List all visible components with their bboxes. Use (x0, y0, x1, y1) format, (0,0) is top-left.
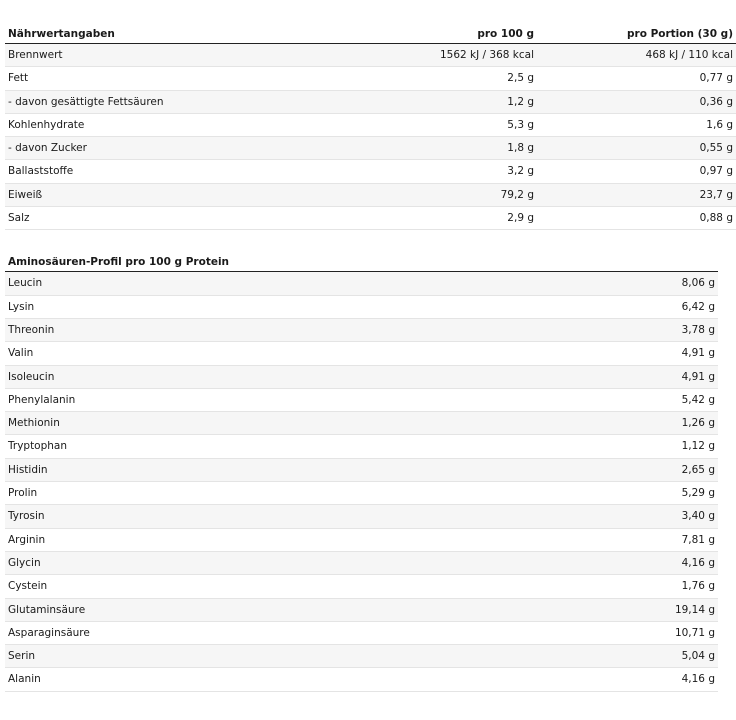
amino-name: Prolin (5, 482, 362, 505)
nutrient-per-portion: 1,6 g (537, 113, 736, 136)
nutrient-per100: 2,9 g (331, 207, 537, 230)
nutrient-per-portion: 0,77 g (537, 67, 736, 90)
nutrition-header-label: Nährwertangaben (5, 25, 331, 44)
amino-name: Cystein (5, 575, 362, 598)
nutrient-name: Fett (5, 67, 331, 90)
table-row (5, 137, 736, 160)
amino-name: Lysin (5, 295, 362, 318)
amino-name: Glycin (5, 551, 362, 574)
amino-name: Isoleucin (5, 365, 362, 388)
amino-name: Histidin (5, 458, 362, 481)
nutrient-per100: 3,2 g (331, 160, 537, 183)
amino-value: 4,91 g (362, 365, 719, 388)
nutrition-header-row (5, 25, 736, 44)
nutrient-name: Ballaststoffe (5, 160, 331, 183)
nutrient-per100: 1,2 g (331, 90, 537, 113)
nutrient-per-portion: 0,36 g (537, 90, 736, 113)
amino-header-label: Aminosäuren-Profil pro 100 g Protein (5, 253, 718, 272)
table-row (5, 318, 718, 341)
table-row (5, 505, 718, 528)
amino-value: 5,42 g (362, 388, 719, 411)
nutrient-name: Eiweiß (5, 183, 331, 206)
amino-value: 5,29 g (362, 482, 719, 505)
amino-value: 7,81 g (362, 528, 719, 551)
nutrition-table (5, 25, 736, 230)
amino-name: Tyrosin (5, 505, 362, 528)
nutrient-per-portion: 23,7 g (537, 183, 736, 206)
table-row (5, 575, 718, 598)
table-row (5, 295, 718, 318)
amino-value: 6,42 g (362, 295, 719, 318)
table-row (5, 412, 718, 435)
amino-header-row (5, 253, 718, 272)
amino-name: Methionin (5, 412, 362, 435)
table-row (5, 458, 718, 481)
amino-value: 1,76 g (362, 575, 719, 598)
amino-name: Leucin (5, 272, 362, 295)
amino-name: Tryptophan (5, 435, 362, 458)
table-row (5, 365, 718, 388)
amino-acid-table (5, 253, 718, 691)
table-row (5, 272, 718, 295)
nutrient-name: - davon Zucker (5, 137, 331, 160)
amino-value: 10,71 g (362, 621, 719, 644)
nutrient-per100: 2,5 g (331, 67, 537, 90)
amino-value: 4,16 g (362, 668, 719, 691)
nutrient-per100: 5,3 g (331, 113, 537, 136)
nutrient-name: - davon gesättigte Fettsäuren (5, 90, 331, 113)
nutrient-per100: 1,8 g (331, 137, 537, 160)
nutrition-facts (5, 25, 733, 692)
nutrition-header-per100: pro 100 g (331, 25, 537, 44)
table-row (5, 668, 718, 691)
nutrient-per100: 1562 kJ / 368 kcal (331, 44, 537, 67)
nutrient-name: Salz (5, 207, 331, 230)
table-row (5, 528, 718, 551)
nutrient-per-portion: 468 kJ / 110 kcal (537, 44, 736, 67)
nutrient-per-portion: 0,88 g (537, 207, 736, 230)
amino-name: Alanin (5, 668, 362, 691)
table-row (5, 435, 718, 458)
table-row (5, 207, 736, 230)
table-row (5, 183, 736, 206)
amino-name: Serin (5, 645, 362, 668)
amino-value: 2,65 g (362, 458, 719, 481)
nutrient-per-portion: 0,55 g (537, 137, 736, 160)
amino-name: Valin (5, 342, 362, 365)
nutrient-name: Brennwert (5, 44, 331, 67)
amino-name: Phenylalanin (5, 388, 362, 411)
table-row (5, 67, 736, 90)
amino-name: Glutaminsäure (5, 598, 362, 621)
amino-name: Asparaginsäure (5, 621, 362, 644)
table-row (5, 342, 718, 365)
table-row (5, 598, 718, 621)
amino-value: 1,12 g (362, 435, 719, 458)
nutrient-per-portion: 0,97 g (537, 160, 736, 183)
amino-value: 8,06 g (362, 272, 719, 295)
table-row (5, 551, 718, 574)
nutrition-header-per-portion: pro Portion (30 g) (537, 25, 736, 44)
amino-value: 5,04 g (362, 645, 719, 668)
amino-name: Arginin (5, 528, 362, 551)
amino-value: 3,40 g (362, 505, 719, 528)
table-row (5, 113, 736, 136)
nutrient-per100: 79,2 g (331, 183, 537, 206)
section-spacer (5, 230, 718, 253)
table-row (5, 90, 736, 113)
amino-value: 3,78 g (362, 318, 719, 341)
table-row (5, 160, 736, 183)
table-row (5, 482, 718, 505)
table-row (5, 44, 736, 67)
amino-value: 1,26 g (362, 412, 719, 435)
table-row (5, 388, 718, 411)
amino-value: 19,14 g (362, 598, 719, 621)
nutrient-name: Kohlenhydrate (5, 113, 331, 136)
table-row (5, 621, 718, 644)
amino-value: 4,91 g (362, 342, 719, 365)
amino-name: Threonin (5, 318, 362, 341)
table-row (5, 645, 718, 668)
amino-value: 4,16 g (362, 551, 719, 574)
